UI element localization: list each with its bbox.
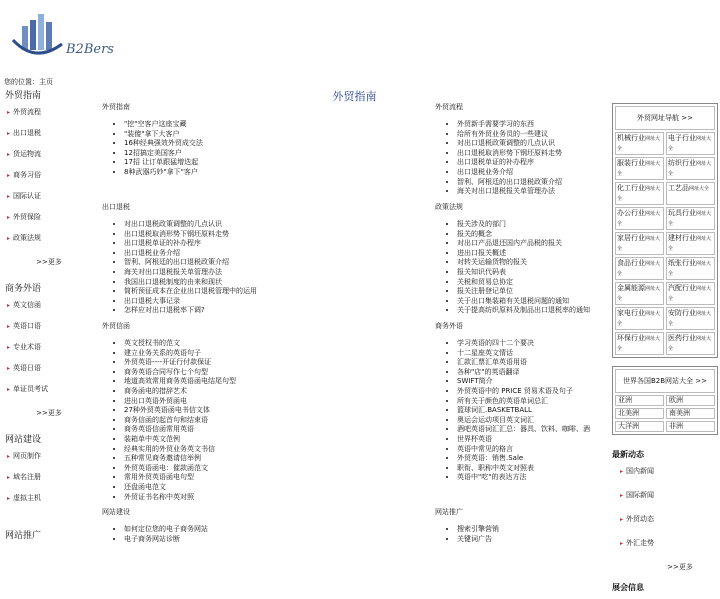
industry-name: 服装行业	[617, 159, 645, 167]
industry-directory-link[interactable]	[615, 232, 664, 255]
industry-suffix: 网址大全	[617, 186, 661, 202]
article-link[interactable]: • 智利、阿根廷的出口退税政策介绍	[124, 258, 342, 268]
block-title[interactable]: 网站建设	[102, 508, 130, 516]
article-link[interactable]: • 英语中常见的格言	[457, 445, 675, 455]
industry-name: 食品行业	[617, 259, 645, 267]
left-section-trade-guide	[0, 88, 98, 267]
industry-directory-link[interactable]	[615, 332, 664, 355]
industry-suffix: 网址大全	[668, 211, 712, 227]
article-link[interactable]: • 海关对出口退税报关单管理办法	[457, 187, 675, 197]
industry-name: 玩具行业	[668, 209, 696, 217]
news-item[interactable]: ▸ 外贸动态	[620, 515, 655, 523]
more-link[interactable]: >>更多	[667, 563, 693, 571]
bullet-icon: ▸	[7, 109, 11, 116]
article-link[interactable]: • 海关对出口退税报关单管理办法	[124, 268, 342, 278]
trade-nav-title[interactable]: 外贸网址导航 >>	[615, 106, 715, 130]
article-link[interactable]: • 建立业务关系的英语句子	[124, 349, 342, 359]
sidebar-item[interactable]: ▸ 外贸流程	[7, 108, 42, 116]
section-title: 网站推广	[5, 531, 42, 541]
industry-directory-link[interactable]	[615, 282, 664, 305]
industry-suffix: 网址大全	[617, 236, 661, 252]
industry-suffix: 网址大全	[617, 286, 661, 302]
sidebar-item[interactable]: ▸ 域名注册	[7, 473, 42, 481]
bullet-icon: ▸	[7, 172, 11, 179]
article-link[interactable]: • 外贸英语函电：催款函范文	[124, 464, 342, 474]
article-link[interactable]: • 装箱单中英文范例	[124, 435, 342, 445]
article-link[interactable]: • 英文授权书的范文	[124, 339, 342, 349]
industry-suffix: 网址大全	[617, 336, 661, 352]
industry-name: 纺织行业	[668, 159, 696, 167]
bullet-icon: ▸	[620, 468, 624, 475]
article-link[interactable]: • 学习英语的四十二个要决	[457, 339, 675, 349]
industry-suffix: 网址大全	[689, 186, 710, 192]
industry-directory-link[interactable]	[615, 307, 664, 330]
article-link[interactable]: • 17招 让订单跟猛增迭起	[124, 158, 342, 168]
article-link[interactable]: • 8种武器巧妙"拿下"客户	[124, 168, 342, 178]
article-link[interactable]: • 报关知识代码表	[457, 268, 675, 278]
industry-name: 医药行业	[668, 334, 696, 342]
bullet-icon: ▸	[7, 344, 11, 351]
sidebar-item[interactable]: ▸ 单证员考试	[7, 385, 49, 393]
article-link[interactable]: • 电子商务网站诊断	[124, 535, 342, 545]
industry-name: 家电行业	[617, 309, 645, 317]
section-title: 网站建设	[5, 435, 42, 445]
industry-name: 办公行业	[617, 209, 645, 217]
article-link[interactable]: • 关税和贸易总协定	[457, 278, 675, 288]
news-title: 最新动态	[612, 450, 644, 459]
industry-name: 环保行业	[617, 334, 645, 342]
article-link[interactable]: • 简析预征成本在企业出口退税管理中的运用	[124, 287, 342, 297]
article-link[interactable]: • 外贸英语----开证行付款保证	[124, 358, 342, 368]
block-title[interactable]: 网站推广	[435, 508, 463, 516]
article-link[interactable]: • 出口退税单证的补办程序	[124, 239, 342, 249]
bullet-icon: ▸	[7, 302, 11, 309]
article-link[interactable]: • 地道高效常用商务英语函电结尾句型	[124, 377, 342, 387]
article-link[interactable]: • 给所有外贸业务员的一些建议	[457, 130, 675, 140]
industry-directory-link[interactable]	[666, 157, 715, 180]
industry-directory-link[interactable]	[666, 132, 715, 155]
news-item[interactable]: ▸ 国际新闻	[620, 491, 655, 499]
sidebar-item[interactable]: ▸ 网页制作	[7, 452, 42, 460]
article-link[interactable]: • 如何定位您的电子商务网站	[124, 525, 342, 535]
block-title[interactable]: 商务外语	[435, 322, 463, 330]
sidebar-item[interactable]: ▸ 出口退税	[7, 129, 42, 137]
article-link[interactable]: • 商务英语信函常用英语	[124, 425, 342, 435]
article-link[interactable]: • 对出口退税政策调整的几点认识	[124, 220, 342, 230]
article-link[interactable]: • 奥运会运动项目英文词汇	[457, 416, 675, 426]
page-title: 外贸指南	[332, 90, 377, 103]
article-link[interactable]: • 报关注册登记单位	[457, 287, 675, 297]
article-link[interactable]: • 关于出口集装箱有关退税问题的通知	[457, 297, 675, 307]
trade-nav-grid	[615, 132, 715, 355]
article-link[interactable]: • 外贸英语中的 PRICE 贸易术语及句子	[457, 387, 675, 397]
industry-name: 汽配行业	[668, 284, 696, 292]
header	[0, 0, 720, 75]
article-link[interactable]: • 16种经典强效外贸成交法	[124, 139, 342, 149]
sidebar-item[interactable]: ▸ 英文信函	[7, 301, 42, 309]
expo-title: 展会信息	[612, 583, 644, 592]
b2b-box	[612, 366, 718, 435]
sidebar-item[interactable]: ▸ 英语口语	[7, 322, 42, 330]
article-link[interactable]: • 报关的概念	[457, 230, 675, 240]
sidebar-item[interactable]: ▸ 外贸保险	[7, 213, 42, 221]
article-link[interactable]: • 对出口退税政策调整的几点认识	[457, 139, 675, 149]
industry-name: 机械行业	[617, 134, 645, 142]
article-link[interactable]: • "装傻"拿下大客户	[124, 130, 342, 140]
article-link[interactable]: • 还盘函电范文	[124, 483, 342, 493]
bullet-icon: ▸	[620, 516, 624, 523]
article-link[interactable]: • 对出口产品退还国内产品税的报关	[457, 239, 675, 249]
bullet-icon: ▸	[620, 540, 624, 547]
article-link[interactable]: • 进出口英语外贸函电	[124, 397, 342, 407]
article-link[interactable]: • 商务英语合同写作七个句型	[124, 368, 342, 378]
article-link[interactable]: • 英语中"吃"的表达方法	[457, 473, 675, 483]
article-link[interactable]: • 职衔、职称中英文对照表	[457, 464, 675, 474]
industry-suffix: 网址大全	[617, 261, 661, 277]
article-link[interactable]: • 搜索引擎营销	[457, 525, 675, 535]
region-link[interactable]: 南美洲	[666, 408, 715, 419]
article-link[interactable]: • 出口退税单证的补办程序	[457, 158, 675, 168]
industry-directory-link[interactable]	[615, 182, 664, 205]
main-content	[102, 88, 607, 543]
region-link[interactable]: 北美洲	[615, 408, 664, 419]
industry-suffix: 网址大全	[668, 336, 712, 352]
article-link[interactable]: • 出口退税大事记录	[124, 297, 342, 307]
industry-name: 家居行业	[617, 234, 645, 242]
bullet-icon: ▸	[7, 151, 11, 158]
article-link[interactable]: • 27种外贸英语函电书信文体	[124, 406, 342, 416]
industry-suffix: 网址大全	[668, 236, 712, 252]
bullet-icon: ▸	[7, 474, 11, 481]
b2b-grid	[615, 395, 715, 432]
left-section-business-language	[0, 281, 98, 418]
bullet-icon: ▸	[7, 193, 11, 200]
bullet-icon: ▸	[7, 235, 11, 242]
bullet-icon: ▸	[7, 386, 11, 393]
article-link[interactable]: • 各种"店"的英语翻译	[457, 368, 675, 378]
bullet-icon: ▸	[7, 365, 11, 372]
block-title[interactable]: 外贸信函	[102, 322, 130, 330]
industry-name: 安防行业	[668, 309, 696, 317]
sidebar-item[interactable]: ▸ 商务习俗	[7, 171, 42, 179]
more-link[interactable]: >>更多	[36, 258, 62, 266]
bullet-icon: ▸	[7, 453, 11, 460]
news-item[interactable]: ▸ 外汇走势	[620, 539, 655, 547]
right-sidebar	[612, 103, 718, 599]
article-link[interactable]: • 经典实用的外贸业务英文书信	[124, 445, 342, 455]
article-link[interactable]: • 12招搞定美国客户	[124, 149, 342, 159]
article-link[interactable]: • 我国出口退税制度的由来和现状	[124, 278, 342, 288]
industry-suffix: 网址大全	[668, 286, 712, 302]
article-link[interactable]: • 汇款汇票汇单英语用语	[457, 358, 675, 368]
article-link[interactable]: • 出口退税取消形势下钢坯原料走势	[457, 149, 675, 159]
sidebar-item[interactable]: ▸ 虚拟主机	[7, 494, 42, 502]
article-link[interactable]: • 外贸英语：销售.Sale	[457, 454, 675, 464]
article-link[interactable]: • 商务信函的起首句和结束语	[124, 416, 342, 426]
industry-directory-link[interactable]	[666, 332, 715, 355]
block-title[interactable]: 外贸流程	[435, 103, 463, 111]
article-link[interactable]: • SWIFT简介	[457, 377, 675, 387]
article-link[interactable]: • 篮球词汇.BASKETBALL	[457, 406, 675, 416]
article-link[interactable]: • 酒吧英语词汇汇总：器具、饮料、咖啡、酒	[457, 425, 675, 435]
logo-graphic-icon	[10, 12, 70, 58]
sidebar-item[interactable]: ▸ 英语日语	[7, 364, 42, 372]
industry-directory-link[interactable]	[666, 232, 715, 255]
article-block	[102, 102, 342, 178]
article-link[interactable]: • 世界杯英语	[457, 435, 675, 445]
sidebar-item[interactable]: ▸ 国际认证	[7, 192, 42, 200]
left-section-website	[0, 432, 98, 514]
article-link[interactable]: • 出口退税业务介绍	[124, 249, 342, 259]
article-link[interactable]: • 出口退税取消形势下钢坯原料走势	[124, 230, 342, 240]
breadcrumb: 您的位置：主页	[4, 78, 53, 86]
bullet-icon: ▸	[7, 495, 11, 502]
bullet-icon: ▸	[620, 492, 624, 499]
article-block	[102, 507, 342, 544]
industry-directory-link[interactable]	[615, 132, 664, 155]
block-title[interactable]: 出口退税	[102, 203, 130, 211]
bullet-icon: ▸	[7, 323, 11, 330]
article-link[interactable]: • 报关涉及的部门	[457, 220, 675, 230]
industry-name: 化工行业	[617, 184, 645, 192]
region-link[interactable]: 非洲	[666, 421, 715, 432]
industry-directory-link[interactable]	[666, 282, 715, 305]
industry-suffix: 网址大全	[668, 311, 712, 327]
industry-name: 建材行业	[668, 234, 696, 242]
industry-suffix: 网址大全	[668, 136, 712, 152]
industry-name: 工艺品	[668, 184, 689, 192]
industry-directory-link[interactable]	[666, 257, 715, 280]
article-link[interactable]: • 关于提高纺织原料及制品出口退税率的通知	[457, 306, 675, 316]
region-link[interactable]: 亚洲	[615, 395, 664, 406]
trade-nav-box	[612, 103, 718, 358]
bullet-icon: ▸	[7, 214, 11, 221]
industry-suffix: 网址大全	[617, 136, 661, 152]
region-link[interactable]: 大洋洲	[615, 421, 664, 432]
industry-directory-link[interactable]	[666, 182, 715, 205]
article-link[interactable]: • 进出口报关概述	[457, 249, 675, 259]
industry-directory-link[interactable]	[615, 207, 664, 230]
industry-name: 电子行业	[668, 134, 696, 142]
sidebar-item[interactable]: ▸ 货运物流	[7, 150, 42, 158]
article-link[interactable]: • "挖"空客户这座宝藏	[124, 120, 342, 130]
article-link[interactable]: • 怎样应对出口退税率下调?	[124, 306, 342, 316]
industry-directory-link[interactable]	[615, 257, 664, 280]
article-link[interactable]: • 五种常见商务邀请信举例	[124, 454, 342, 464]
news-section	[612, 449, 718, 593]
article-link[interactable]: • 常用外贸英语函电句型	[124, 473, 342, 483]
sidebar-item[interactable]: ▸ 专业术语	[7, 343, 42, 351]
article-link[interactable]: • 出口退税业务介绍	[457, 168, 675, 178]
article-link[interactable]: • 十二星座英文情话	[457, 349, 675, 359]
left-section-promotion	[0, 528, 98, 541]
section-title: 外贸指南	[5, 91, 42, 101]
article-block	[102, 202, 342, 316]
industry-suffix: 网址大全	[617, 211, 661, 227]
logo-text: B2Bers	[66, 42, 114, 57]
article-link[interactable]: • 智利、阿根廷的出口退税政策介绍	[457, 178, 675, 188]
industry-suffix: 网址大全	[617, 311, 661, 327]
left-sidebar	[0, 88, 98, 547]
article-link[interactable]: • 外贸新手需要学习的东西	[457, 120, 675, 130]
industry-directory-link[interactable]	[666, 307, 715, 330]
bullet-icon: ▸	[7, 130, 11, 137]
industry-suffix: 网址大全	[668, 261, 712, 277]
industry-name: 金属能源	[617, 284, 645, 292]
article-link[interactable]: • 对转关运输货物的报关	[457, 258, 675, 268]
article-link[interactable]: • 商务函电的措辞艺术	[124, 387, 342, 397]
b2b-title[interactable]: 世界各国B2B网站大全 >>	[615, 369, 715, 393]
section-title: 商务外语	[5, 284, 42, 294]
block-title[interactable]: 政策法规	[435, 203, 463, 211]
industry-directory-link[interactable]	[615, 157, 664, 180]
sidebar-item[interactable]: ▸ 政策法规	[7, 234, 42, 242]
article-link[interactable]: • 关键词广告	[457, 535, 675, 545]
industry-suffix: 网址大全	[617, 161, 661, 177]
article-block	[102, 321, 342, 502]
article-link[interactable]: • 外贸证书名称中英对照	[124, 493, 342, 503]
more-link[interactable]: >>更多	[36, 409, 62, 417]
block-title[interactable]: 外贸指南	[102, 103, 130, 111]
industry-name: 纸张行业	[668, 259, 696, 267]
site-logo[interactable]	[10, 12, 120, 58]
industry-directory-link[interactable]	[666, 207, 715, 230]
industry-suffix: 网址大全	[668, 161, 712, 177]
news-item[interactable]: ▸ 国内新闻	[620, 467, 655, 475]
article-link[interactable]: • 所有关于颜色的英语单词总汇	[457, 397, 675, 407]
region-link[interactable]: 欧洲	[666, 395, 715, 406]
